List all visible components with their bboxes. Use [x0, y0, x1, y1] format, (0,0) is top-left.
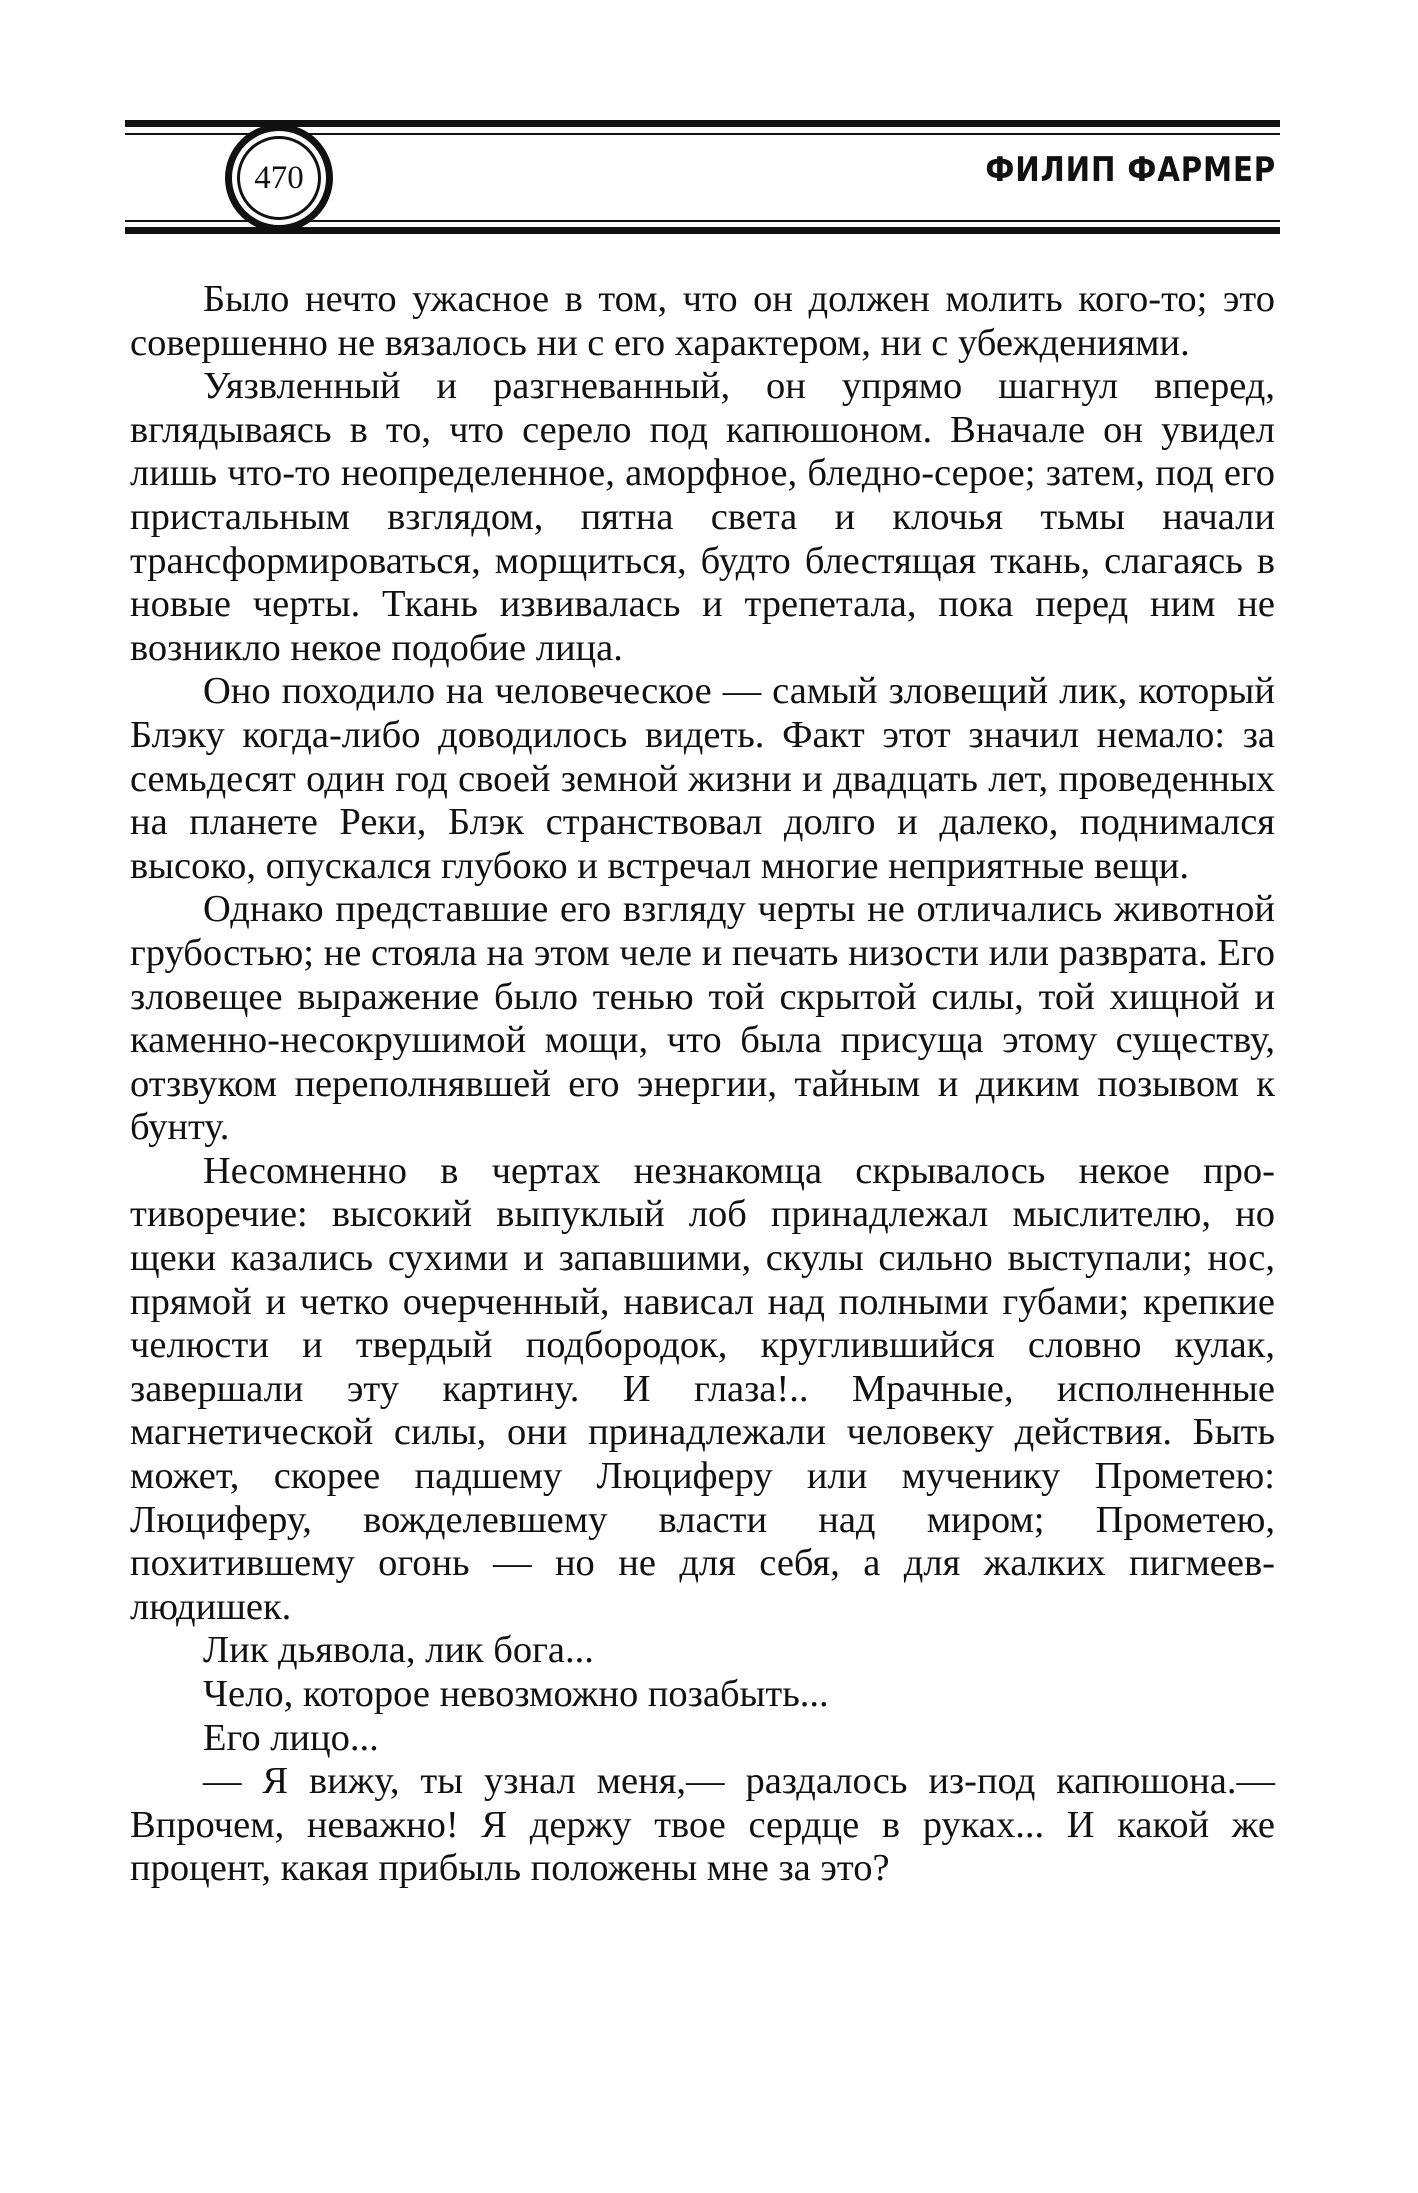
header-rule-top-thick [125, 120, 1280, 127]
paragraph: Оно походило на человеческое — самый зловещий лик, который Блэку когда-либо доводилось видеть. Факт этот значил немало: за семьдесят один год своей земной жизни и двадцать лет, проведенных на планете Реки, Блэк странствовал долго и далеко, поднимался высоко, опускался глубоко и встречал многие неприятные вещи. [130, 670, 1275, 887]
paragraph: Лик дьявола, лик бога... [203, 1629, 594, 1672]
paragraph: Чело, которое невозможно позабыть... [203, 1673, 829, 1715]
paragraph: Его лицо... [203, 1716, 379, 1759]
page-number-badge [225, 124, 333, 232]
running-title: ФИЛИП ФАРМЕР [973, 150, 1276, 190]
paragraph: Несомненно в чертах незнакомца скрывалось некое противоречие: высокий выпуклый лоб принадлежал мыслителю, но щеки казались сухими и запавшими, скулы сильно выступали; нос, прямой и четко очерченный, нависал над полными губами; крепкие челюсти и твердый подбородок, круглившийся словно кулак, завершали эту картину. И глаза!.. Мрачные, исполненные магнетической силы, они принадлежали человеку действия. Быть может, скорее падшему Люциферу или мученику Прометею: Люциферу, вожделевшему власти над миром; Прометею, похитившему огонь — но не для себя, а для жалких пигмеев-людишек. [130, 1149, 1275, 1628]
paragraph: — Я вижу, ты узнал меня,— раздалось из-под капюшона.— Впрочем, неважно! Я держу твое сердце в руках... И какой же процент, какая прибыль положены мне за это? [130, 1760, 1275, 1890]
paragraph: Однако представшие его взгляду черты не отличались животной грубостью; не стояла на этом челе и печать низости или разврата. Его зловещее выражение было тенью той скрытой силы, той хищной и каменно-несокрушимой мощи, что была присуща этому существу, отзвуком переполнявшей его энергии, тайным и диким позывом к бунту. [130, 888, 1275, 1149]
page-header [125, 120, 1280, 236]
body-text [130, 278, 1275, 1891]
paragraph: Уязвленный и разгневанный, он упрямо шагнул вперед, вглядываясь в то, что серело под капюшоном. Вначале он увидел лишь что-то неопределенное, аморфное, бледно-серое; затем, под его пристальным взглядом, пятна света и клочья тьмы начали трансформироваться, морщиться, будто блестящая ткань, слагаясь в новые черты. Ткань извивалась и трепетала, пока перед ним не возникло некое подобие лица. [130, 365, 1275, 669]
page-number: 470 [237, 136, 321, 220]
paragraph: Было нечто ужасное в том, что он должен молить кого-то; это совершенно не вязалось ни с его характером, ни с убеждениями. [130, 278, 1275, 364]
